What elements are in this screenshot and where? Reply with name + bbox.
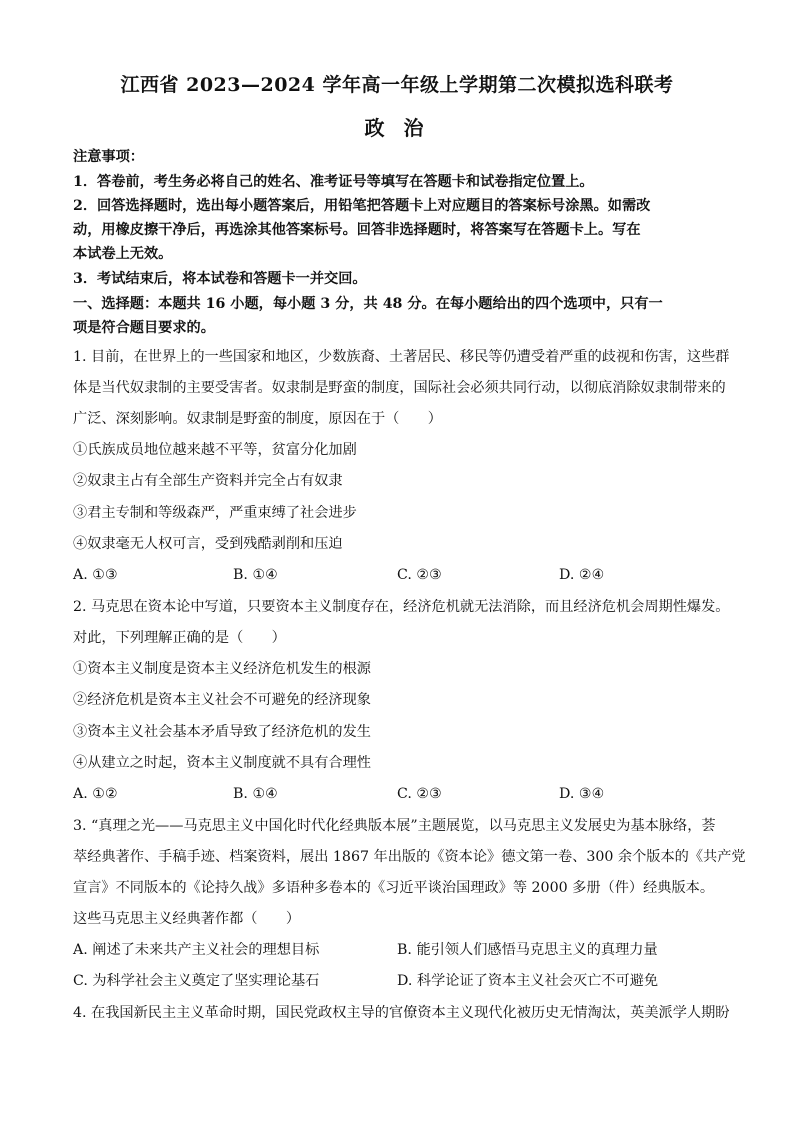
notice-item: 2．回答选择题时，选出每小题答案后，用铅笔把答题卡上对应题目的答案标号涂黑。如需改	[73, 198, 651, 214]
option-c: C. ②③	[397, 786, 442, 802]
question-4-stem: 4. 在我国新民主主义革命时期，国民党政权主导的官僚资本主义现代化被历史无情淘汰，英美派学人期盼	[73, 1005, 730, 1021]
option-c: C. ②③	[397, 567, 442, 583]
question-2-stem: 对此，下列理解正确的是（ ）	[73, 630, 286, 646]
question-1-stem: 广泛、深刻影响。奴隶制是野蛮的制度，原因在于（ ）	[73, 411, 442, 427]
question-1-stem: 1. 目前，在世界上的一些国家和地区，少数族裔、土著居民、移民等仍遭受着严重的歧视和伤害，这些群	[73, 349, 730, 365]
notice-item: 动，用橡皮擦干净后，再选涂其他答案标号。回答非选择题时，将答案写在答题卡上。写在	[73, 222, 641, 238]
question-2-item: ③资本主义社会基本矛盾导致了经济危机的发生	[73, 724, 371, 740]
option-c: C. 为科学社会主义奠定了坚实理论基石	[73, 973, 320, 989]
option-d: D. 科学论证了资本主义社会灭亡不可避免	[397, 973, 659, 989]
question-1-item: ②奴隶主占有全部生产资料并完全占有奴隶	[73, 473, 343, 489]
question-2-stem: 2. 马克思在资本论中写道，只要资本主义制度存在，经济危机就无法消除，而且经济危机会周期性爆发。	[73, 599, 730, 615]
notice-item: 本试卷上无效。	[73, 246, 173, 262]
question-1-item: ①氏族成员地位越来越不平等，贫富分化加剧	[73, 442, 357, 458]
option-b: B. ①④	[233, 786, 278, 802]
option-b: B. ①④	[233, 567, 278, 583]
option-d: D. ②④	[559, 567, 605, 583]
notice-heading: 注意事项：	[73, 149, 144, 165]
question-3-stem: 宣言》不同版本的《论持久战》多语种多卷本的《习近平谈治国理政》等 2000 多册（件）经典版本。	[73, 880, 715, 896]
option-d: D. ③④	[559, 786, 605, 802]
section-heading-cont: 项是符合题目要求的。	[73, 320, 215, 336]
option-b: B. 能引领人们感悟马克思主义的真理力量	[397, 942, 658, 958]
question-1-item: ④奴隶毫无人权可言，受到残酷剥削和压迫	[73, 536, 343, 552]
subject-title: 政 治	[364, 116, 430, 140]
question-2-item: ①资本主义制度是资本主义经济危机发生的根源	[73, 661, 371, 677]
question-3-stem: 这些马克思主义经典著作都（ ）	[73, 911, 301, 927]
exam-title: 江西省 2023—2024 学年高一年级上学期第二次模拟选科联考	[120, 74, 674, 96]
option-a: A. ①③	[73, 567, 118, 583]
option-a: A. ①②	[73, 786, 118, 802]
question-1-item: ③君主专制和等级森严，严重束缚了社会进步	[73, 505, 357, 521]
notice-item: 3．考试结束后，将本试卷和答题卡一并交回。	[73, 271, 367, 287]
question-1-stem: 体是当代奴隶制的主要受害者。奴隶制是野蛮的制度，国际社会必须共同行动，以彻底消除奴隶制带来的	[73, 380, 726, 396]
option-a: A. 阐述了未来共产主义社会的理想目标	[73, 942, 320, 958]
notice-item: 1．答卷前，考生务必将自己的姓名、准考证号等填写在答题卡和试卷指定位置上。	[73, 174, 594, 190]
section-heading: 一、选择题：本题共 16 小题，每小题 3 分，共 48 分。在每小题给出的四个选项中，只有一	[73, 296, 663, 312]
question-3-stem: 萃经典著作、手稿手迹、档案资料，展出 1867 年出版的《资本论》德文第一卷、300 余个版本的《共产党	[73, 849, 746, 865]
question-2-item: ②经济危机是资本主义社会不可避免的经济现象	[73, 692, 371, 708]
question-2-item: ④从建立之时起，资本主义制度就不具有合理性	[73, 755, 371, 771]
question-3-stem: 3. “真理之光——马克思主义中国化时代化经典版本展”主题展览，以马克思主义发展史为基本脉络，荟	[73, 818, 716, 834]
